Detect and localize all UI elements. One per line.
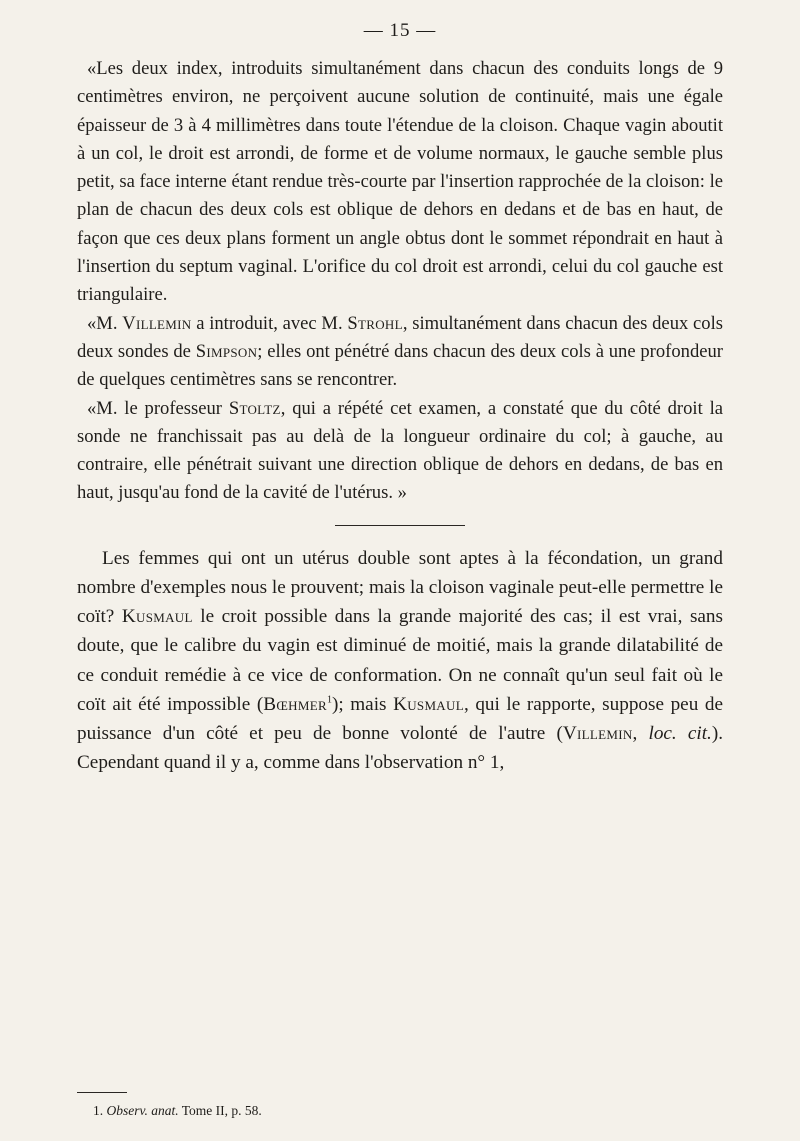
- paragraph-quote-2: [77, 310, 723, 395]
- text-run: ). Cependant quand il y a, comme dans l'observation n° 1,: [77, 722, 724, 774]
- author-name: Simpson: [195, 340, 258, 362]
- italic-citation: loc. cit.: [648, 722, 712, 744]
- author-name: Villemin: [562, 722, 633, 744]
- author-name: Kusmaul: [393, 693, 464, 715]
- text-run: «M.: [87, 312, 123, 334]
- author-name: Kusmaul: [121, 606, 193, 628]
- footnote-number: 1.: [93, 1103, 107, 1118]
- text-run: ); mais: [331, 693, 394, 715]
- text-run: , simultanément dans chacun des deux cols deux sondes de: [77, 312, 723, 362]
- text-run: , qui a répété cet examen, a constaté que du côté droit la sonde ne franchissait pas au delà de la longueur ordinaire du col; à gauche, au contraire, elle pénétrait suivant une direction oblique de dehors en dedans, de bas en haut, jusqu'au fond de la cavité de l'utérus. »: [77, 397, 724, 504]
- author-name: Strohl: [347, 312, 403, 334]
- text-run: le croit possible dans la grande majorité des cas; il est vrai, sans doute, que le calibre du vagin est diminué de moitié, mais la grande dilatabilité de ce conduit remédie à ce vice de conformation. On ne connaît qu'un seul fait où le coït ait été impossible (: [77, 606, 723, 715]
- section-divider: [335, 525, 465, 526]
- author-name: Villemin: [122, 312, 192, 334]
- text-run: Les femmes qui ont un utérus double sont aptes à la fécondation, un grand nombre d'exemples nous le prouvent; mais la cloison vaginale peut-elle permettre le coït?: [77, 547, 723, 628]
- author-name: Stoltz: [228, 397, 281, 419]
- paragraph-quote-1: «Les deux index, introduits simultanément dans chacun des conduits longs de 9 centimètres environ, ne perçoivent aucune solution de continuité, mais une égale épaisseur de 3 à 4 millimètres dans toute l'étendue de la cloison. Chaque vagin aboutit à un col, le droit est arrondi, de forme et de volume normaux, le gauche semble plus petit, sa face interne étant rendue très-courte par l'insertion rapprochée de la cloison: le plan de chacun des deux cols est oblique de dehors en dedans et de bas en haut, de façon que ces deux plans forment un angle obtus dont le sommet répondrait en haut à l'insertion du septum vaginal. L'orifice du col droit est arrondi, celui du col gauche est triangulaire.: [77, 58, 723, 306]
- text-run: a introduit, avec M.: [191, 312, 348, 334]
- author-name: Bœhmer: [263, 693, 327, 715]
- footnote-reference: Tome II, p. 58.: [178, 1103, 262, 1118]
- text-run: «M. le professeur: [87, 397, 229, 419]
- footnote-title: Observ. anat.: [106, 1103, 179, 1118]
- text-run: ; elles ont pénétré dans chacun des deux cols à une profondeur de quelques centimètres sans se rencontrer.: [77, 340, 723, 391]
- text-run: , qui le rapporte, suppose peu de puissance d'un côté et peu de bonne volonté de l'autre (: [77, 693, 723, 744]
- footnote-divider: [77, 1092, 127, 1093]
- page-number: — 15 —: [363, 20, 437, 41]
- paragraph-quote-3: [77, 395, 723, 508]
- body-text: [77, 55, 723, 777]
- text-run: ,: [632, 722, 649, 744]
- footnote-ref: 1: [326, 694, 332, 706]
- paragraph-main: [77, 544, 723, 778]
- footnote: [93, 1103, 262, 1119]
